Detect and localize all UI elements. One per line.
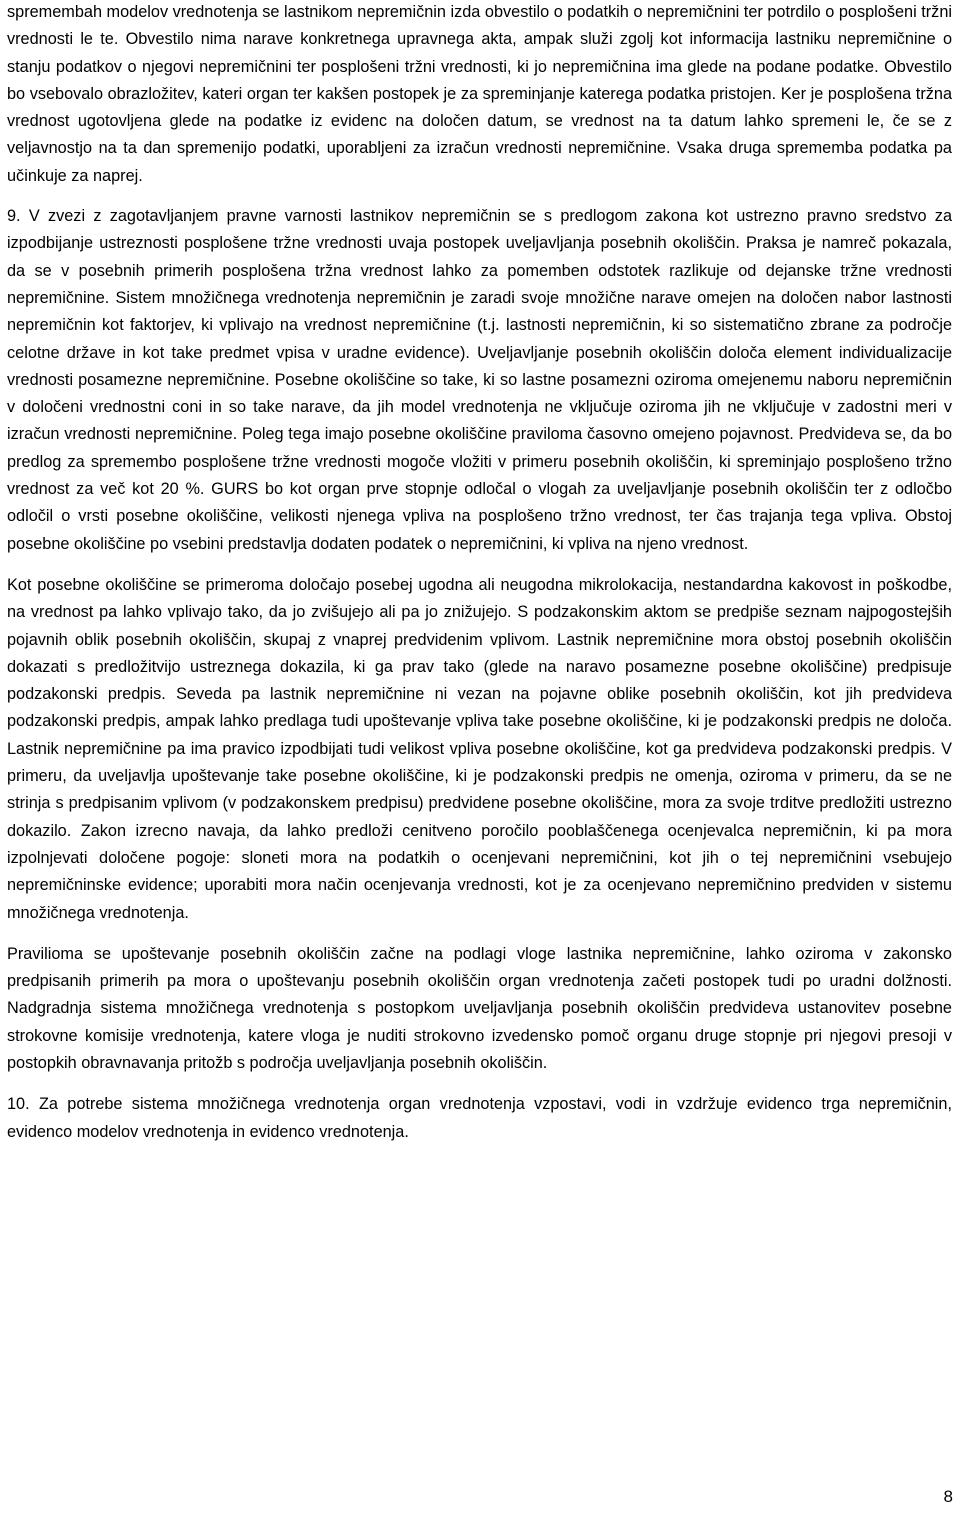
paragraph-obvestilo: spremembah modelov vrednotenja se lastnikom nepremičnin izda obvestilo o podatkih o nepremičnini ter potrdilo o posplošeni tržni vrednosti le te. Obvestilo nima narave konkretnega upravnega akta, ampak služi zgolj kot informacija lastniku nepremičnine o stanju podatkov o njegovi nepremičnini ter posplošeni tržni vrednosti, ki jo nepremičnina ima glede na podane podatke. Obvestilo bo vsebovalo obrazložitev, kateri organ ter kakšen postopek je za spreminjanje katerega podatka pristojen. Ker je posplošena tržna vrednost ugotovljena glede na podatke iz evidenc na določen datum, se vrednost na ta datum lahko spremeni le, če se z veljavnostjo na ta dan spremenijo podatki, uporabljeni za izračun vrednosti nepremičnine. Vsaka druga sprememba podatka pa učinkuje za naprej. bbox=[7, 3, 952, 185]
paragraph-9-posebne-okoliscine: 9. V zvezi z zagotavljanjem pravne varnosti lastnikov nepremičnin se s predlogom zakona kot ustrezno pravno sredstvo za izpodbijanje ustreznosti posplošene tržne vrednosti uvaja postopek uveljavljanja posebnih okoliščin. Praksa je namreč pokazala, da se v posebnih primerih posplošena tržna vrednost lahko za pomemben odstotek razlikuje od dejanske tržne vrednosti nepremičnine. Sistem množičnega vrednotenja nepremičnin je zaradi svoje množične narave omejen na določen nabor lastnosti nepremičnin kot faktorjev, ki vplivajo na vrednost nepremičnine (t.j. lastnosti nepremičnin, ki so sistematično zbrane za področje celotne države in kot take predmet vpisa v uradne evidence). Uveljavljanje posebnih okoliščin določa element individualizacije vrednosti posamezne nepremičnine. Posebne okoliščine so take, ki so lastne posamezni oziroma omejenemu naboru nepremičnin v določeni vrednostni coni in so take narave, da jih model vrednotenja ne vključuje oziroma jih ne vključuje v zadostni meri v izračun vrednosti nepremičnine. Poleg tega imajo posebne okoliščine praviloma časovno omejeno pojavnost. Predvideva se, da bo predlog za spremembo posplošene tržne vrednosti mogoče vložiti v primeru posebnih okoliščin, ki spreminjajo posplošeno tržno vrednost za več kot 20 %. GURS bo kot organ prve stopnje odločal o vlogah za uveljavljanje posebnih okoliščin ter z odločbo odločil o vrsti posebne okoliščine, velikosti njenega vpliva na posplošeno tržno vrednost, ter čas trajanja tega vpliva. Obstoj posebne okoliščine po vsebini predstavlja dodaten podatek o nepremičnini, ki vpliva na njeno vrednost. bbox=[7, 207, 952, 553]
paragraph-primeri-okoliscin: Kot posebne okoliščine se primeroma določajo posebej ugodna ali neugodna mikrolokacija, nestandardna kakovost in poškodbe, na vrednost pa lahko vplivajo tako, da jo zvišujejo ali pa jo znižujejo. S podzakonskim aktom se predpiše seznam najpogostejših pojavnih oblik posebnih okoliščin, skupaj z vnaprej predvidenim vplivom. Lastnik nepremičnine mora obstoj posebnih okoliščin dokazati s predložitvijo ustreznega dokazila, ki ga prav tako (glede na naravo posamezne posebne okoliščine) predpisuje podzakonski predpis. Seveda pa lastnik nepremičnine ni vezan na pojavne oblike posebnih okoliščin, kot jih predvideva podzakonski predpis, ampak lahko predlaga tudi upoštevanje vpliva take posebne okoliščine, ki je podzakonski predpis ne določa. Lastnik nepremičnine pa ima pravico izpodbijati tudi velikost vpliva posebne okoliščine, kot ga predvideva podzakonski predpis. V primeru, da uveljavlja upoštevanje take posebne okoliščine, ki je podzakonski predpis ne omenja, oziroma v primeru, da se ne strinja s predpisanim vplivom (v podzakonskem predpisu) predvidene posebne okoliščine, mora za svoje trditve predložiti ustrezno dokazilo. Zakon izrecno navaja, da lahko predloži cenitveno poročilo pooblaščenega ocenjevalca nepremičnin, ki pa mora izpolnjevati določene pogoje: sloneti mora na podatkih o ocenjevani nepremičnini, kot jih o tej nepremičnini vsebujejo nepremičninske evidence; uporabiti mora način ocenjevanja vrednosti, kot je za ocenjevano nepremičnino predviden v sistemu množičnega vrednotenja. bbox=[7, 575, 952, 922]
page-number: 8 bbox=[943, 1487, 953, 1506]
document-page bbox=[7, 0, 952, 1146]
paragraph-zacetek-postopka: Pravilioma se upoštevanje posebnih okoliščin začne na podlagi vloge lastnika nepremičnine, lahko oziroma v zakonsko predpisanih primerih pa mora o upoštevanju posebnih okoliščin organ vrednotenja začeti postopek tudi po uradni dolžnosti. Nadgradnja sistema množičnega vrednotenja s postopkom uveljavljanja posebnih okoliščin predvideva ustanovitev posebne strokovne komisije vrednotenja, katere vloga je nuditi strokovno izvedensko pomoč organu druge stopnje pri njegovi presoji v postopkih obravnavanja pritožb s področja uveljavljanja posebnih okoliščin. bbox=[7, 944, 952, 1072]
paragraph-10-evidence: 10. Za potrebe sistema množičnega vrednotenja organ vrednotenja vzpostavi, vodi in vzdržuje evidenco trga nepremičnin, evidenco modelov vrednotenja in evidenco vrednotenja. bbox=[7, 1095, 952, 1141]
